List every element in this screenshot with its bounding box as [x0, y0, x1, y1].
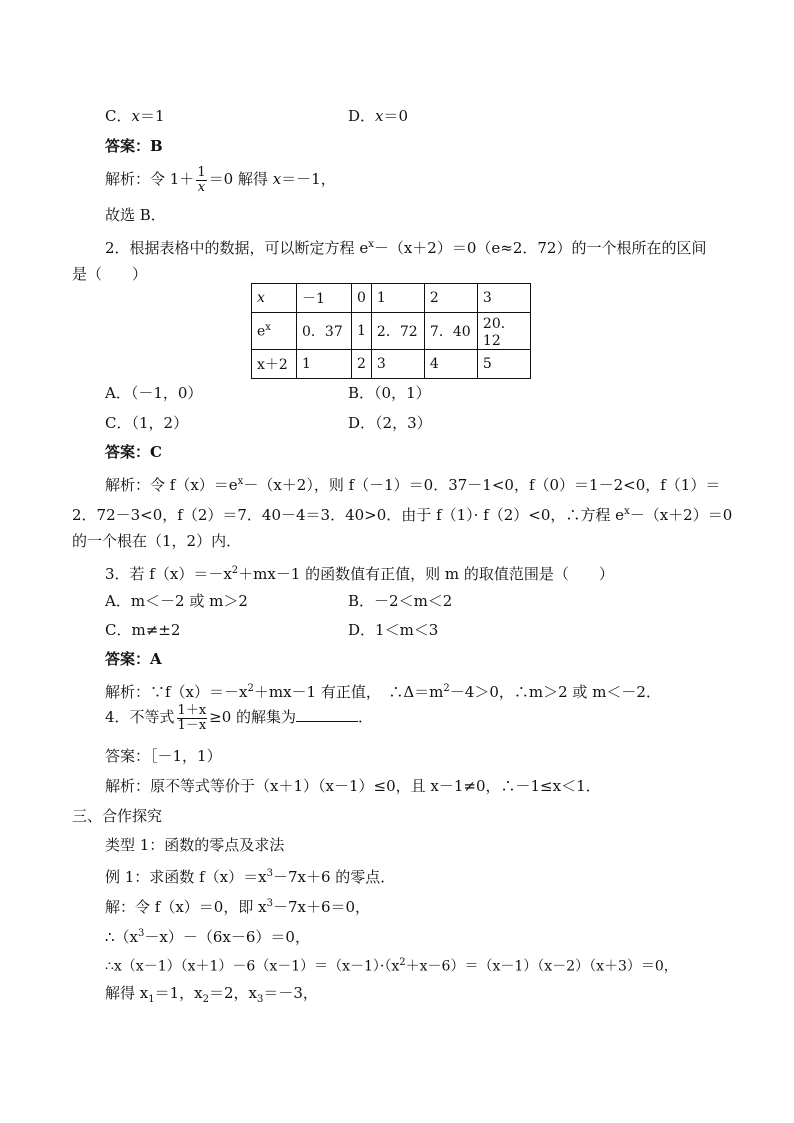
solution-line-1: 解：令 f（x）＝0，即 $x^3-7x+6=0$，: [105, 898, 371, 916]
option-d: D．1＜m＜3: [348, 621, 439, 639]
choose-line: 故选 B．: [105, 206, 166, 224]
solution-line-2: $\therefore(x^3-x)-(6x-6)=0$，: [105, 928, 310, 946]
option-a: A．（－1，0）: [105, 384, 203, 402]
option-b: B．（0，1）: [348, 384, 431, 402]
option-d: D．（2，3）: [348, 414, 432, 432]
answer-3: 答案：A: [105, 650, 162, 668]
solution-line-4: 解得 $x_1=1$，$x_2=2$，$x_3=-3$，: [105, 984, 318, 1005]
answer-1: 答案：B: [105, 137, 163, 155]
table-row: x＋2 1 2 3 4 5: [252, 350, 531, 379]
solution-line-3: $\therefore x(x-1)(x+1)-6(x-1)=(x-1)\cdot(x^2+x-6)=(x-1)(x-2)(x+3)=0$，: [105, 957, 678, 975]
analysis-4: 解析：原不等式等价于（x＋1）（x－1）≤0，且 x－1≠0，∴－1≤x＜1．: [105, 777, 601, 795]
option-d: D．x＝0: [348, 107, 409, 125]
option-b: B．－2＜m＜2: [348, 592, 453, 610]
table-row: x －1 0 1 2 3: [252, 284, 531, 313]
analysis-2-end: 的一个根在（1，2）内．: [72, 532, 242, 550]
data-table: [251, 283, 531, 379]
section-heading: 三、合作探究: [72, 807, 163, 825]
analysis-2-cont: 2．72－3<0，f（2）＝7．40－4＝3．40>0．由于 f（1）· f（2）<0，∴方程 $e^x-(x+2)=0$: [72, 506, 733, 524]
question-4: 4．不等式 $\frac{1+x}{1-x}$ ≥0 的解集为 ．: [105, 703, 374, 733]
answer-blank: [296, 707, 358, 722]
example-1: 例 1：求函数 $f(x)=x^3-7x+6$ 的零点．: [105, 868, 396, 886]
option-c: C．（1，2）: [105, 414, 189, 432]
fraction: $\frac{1}{x}$: [197, 165, 206, 195]
type-heading: 类型 1：函数的零点及求法: [105, 836, 285, 854]
option-c: C．x＝1: [105, 107, 165, 125]
question-2: 2．根据表格中的数据，可以断定方程 $e^x-(x+2)=0(e\approx 2$．72）的一个根所在的区间: [105, 239, 707, 257]
analysis-1: 解析：令 1＋ $\frac{1}{x}$ ＝0 解得 x＝－1，: [105, 165, 336, 195]
question-2-cont: 是（ ）: [72, 265, 148, 283]
answer-2: 答案：C: [105, 443, 162, 461]
option-a: A．m＜－2 或 m＞2: [105, 592, 248, 610]
question-3: 3．若 $f(x)=-x^2+mx-1$ 的函数值有正值，则 m 的取值范围是（ ）: [105, 565, 614, 583]
analysis-3: 解析：$\because f(x)=-x^2+mx-1$ 有正值， $\therefore\Delta=m^2-4>0$，∴m＞2 或 m＜－2．: [105, 683, 661, 701]
answer-4: 答案：［－1，1）: [105, 747, 222, 765]
table-row: $e^x$ 0．37 1 2．72 7．40 20．12: [252, 313, 531, 350]
analysis-2: 解析：令 $f(x)=e^x-(x+2)$，则 f（－1）＝0．37－1<0，f（0）＝1－2<0，f（1）＝: [105, 476, 721, 494]
option-c: C．m≠±2: [105, 621, 181, 639]
fraction: $\frac{1+x}{1-x}$: [177, 703, 207, 733]
